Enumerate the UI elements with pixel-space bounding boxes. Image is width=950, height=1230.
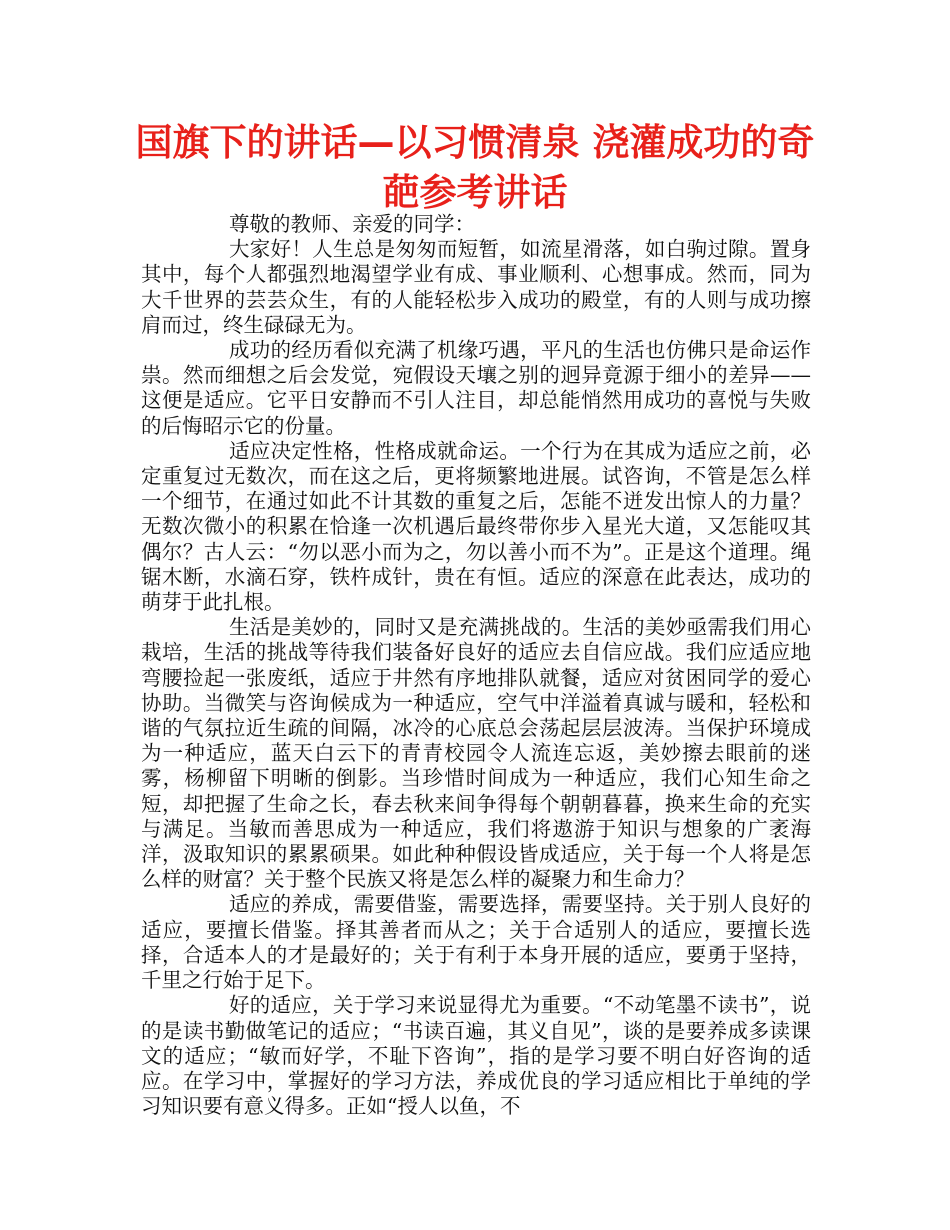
paragraph-greeting: 尊敬的教师、亲爱的同学： xyxy=(229,212,475,236)
paragraph: 好的适应，关于学习来说显得尤为重要。“不动笔墨不读书”，说的是读书勤做笔记的适应；“书读百遍，其义自见”，谈的是要养成多读课文的适应；“敏而好学，不耻下咨询”，指的是学习要不明白好咨询的适应。在学习中，掌握好的学习方法，养成优良的学习适应相比于单纯的学习知识要有意义得多。正如“授人以鱼，不 xyxy=(141,993,811,1119)
paragraph: 适应决定性格，性格成就命运。一个行为在其成为适应之前，必定重复过无数次，而在这之后，更将频繁地进展。试咨询，不管是怎么样一个细节，在通过如此不计其数的重复之后，怎能不迸发出惊人的力量？无数次微小的积累在恰逢一次机遇后最终带你步入星光大道，又怎能叹其偶尔？古人云：“勿以恶小而为之，勿以善小而不为”。正是这个道理。绳锯木断，水滴石穿，铁杵成针，贵在有恒。适应的深意在此表达，成功的萌芽于此扎根。 xyxy=(141,438,811,615)
paragraph: 大家好！人生总是匆匆而短暂，如流星滑落，如白驹过隙。置身其中，每个人都强烈地渴望学业有成、事业顺利、心想事成。然而，同为大千世界的芸芸众生，有的人能轻松步入成功的殿堂，有的人则与成功擦肩而过，终生碌碌无为。 xyxy=(141,237,811,337)
paragraph: 生活是美妙的，同时又是充满挑战的。生活的美妙亟需我们用心栽培，生活的挑战等待我们装备好良好的适应去自信应战。我们应适应地弯腰捡起一张废纸，适应于井然有序地排队就餐，适应对贫困同学的爱心协助。当微笑与咨询候成为一种适应，空气中洋溢着真诚与暖和，轻松和谐的气氛拉近生疏的间隔，冰冷的心底总会荡起层层波涛。当保护环境成为一种适应，蓝天白云下的青青校园令人流连忘返，美妙擦去眼前的迷雾，杨柳留下明晰的倒影。当珍惜时间成为一种适应，我们心知生命之短，却把握了生命之长，春去秋来间争得每个朝朝暮暮，换来生命的充实与满足。当敏而善思成为一种适应，我们将遨游于知识与想象的广袤海洋，汲取知识的累累硕果。如此种种假设皆成适应，关于每一个人将是怎么样的财富？关于整个民族又将是怎么样的凝聚力和生命力？ xyxy=(141,615,811,892)
document-body xyxy=(141,212,811,1119)
paragraph: 成功的经历看似充满了机缘巧遇，平凡的生活也仿佛只是命运作祟。然而细想之后会发觉，宛假设天壤之别的迥异竟源于细小的差异——这便是适应。它平日安静而不引人注目，却总能悄然用成功的喜悦与失败的后悔昭示它的份量。 xyxy=(141,338,811,438)
paragraph: 适应的养成，需要借鉴，需要选择，需要坚持。关于别人良好的适应，要擅长借鉴。择其善者而从之；关于合适别人的适应，要擅长选择，合适本人的才是最好的；关于有利于本身开展的适应，要勇于坚持，千里之行始于足下。 xyxy=(141,892,811,993)
document-title: 国旗下的讲话—以习惯清泉 浇灌成功的奇葩参考讲话 xyxy=(135,121,815,214)
